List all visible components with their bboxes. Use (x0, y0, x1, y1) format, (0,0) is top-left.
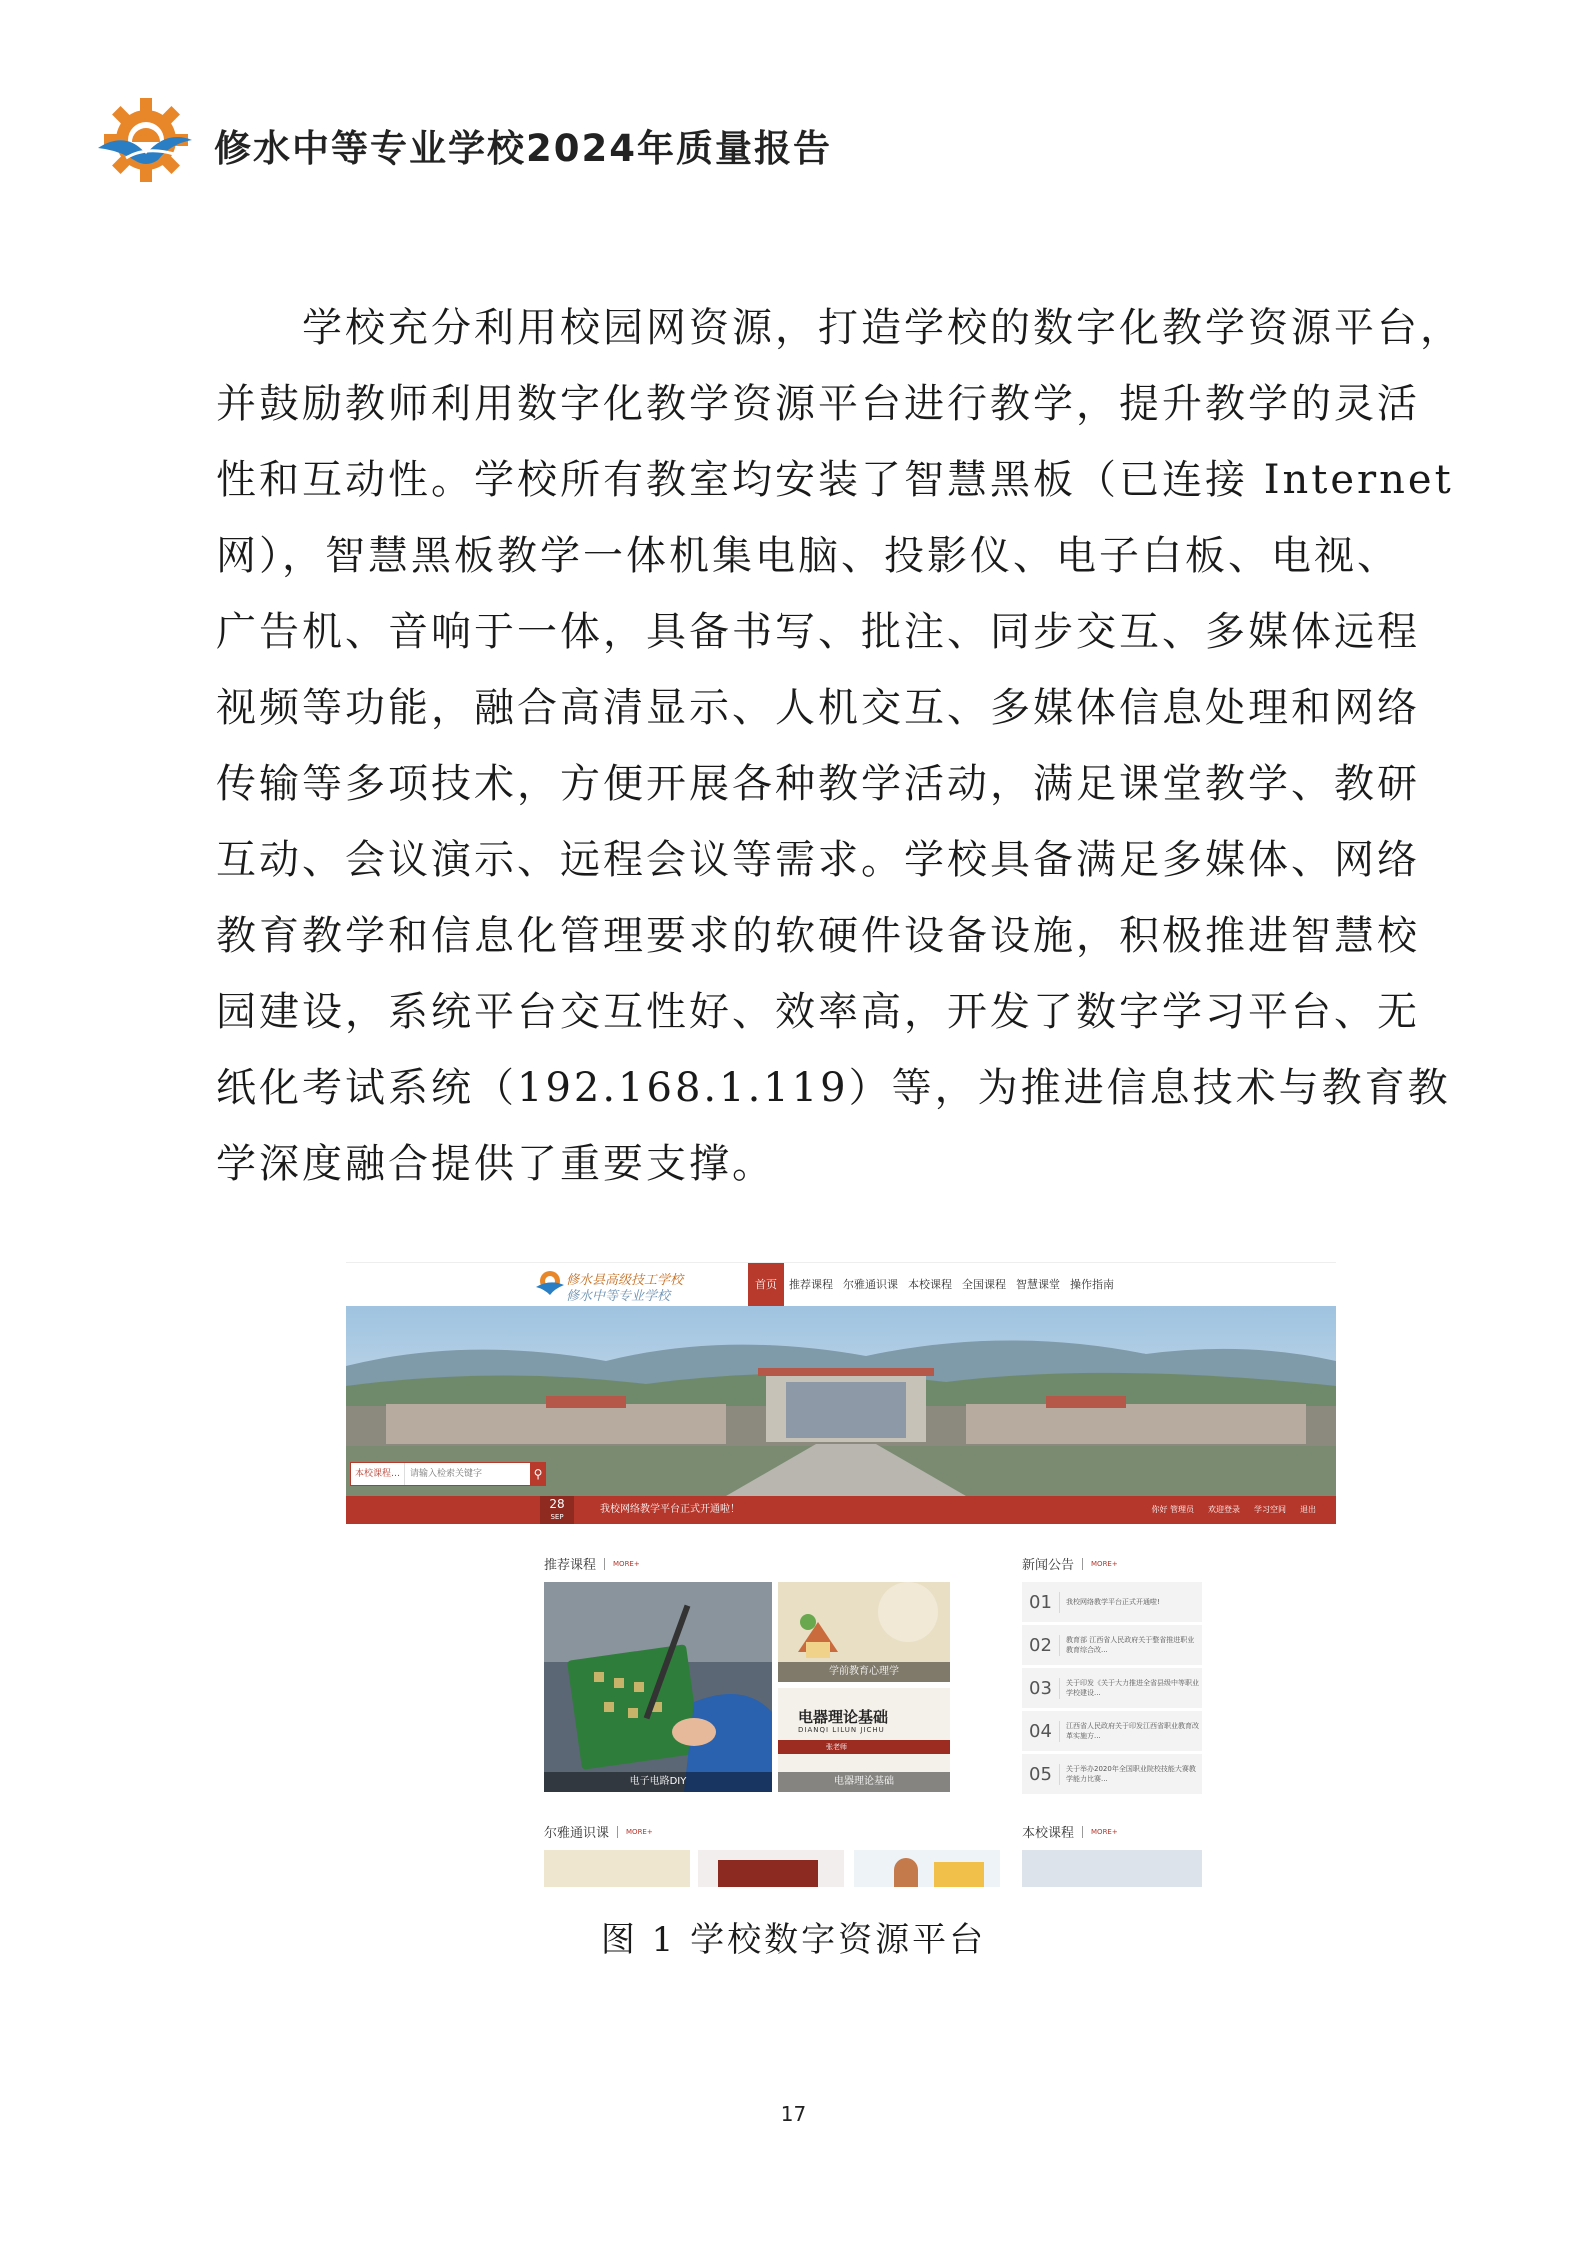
thumb-graphic (894, 1858, 918, 1887)
platform-screenshot (346, 1262, 1336, 1887)
nav-school-courses[interactable]: 本校课程 (908, 1278, 952, 1291)
news-number: 01 (1022, 1592, 1060, 1613)
thumb-graphic (718, 1860, 818, 1887)
date-badge (540, 1496, 574, 1524)
section-erya (544, 1822, 653, 1841)
section-title: 新闻公告 (1022, 1558, 1075, 1573)
study-space-link[interactable]: 学习空间 (1254, 1505, 1286, 1514)
search-input[interactable] (405, 1463, 530, 1485)
list-item[interactable] (1022, 1625, 1202, 1665)
notice-bar (346, 1496, 1336, 1524)
text-line: 传输等多项技术，方便开展各种教学活动，满足课堂教学、教研 (216, 761, 1420, 807)
nav-erya[interactable]: 尔雅通识课 (843, 1278, 898, 1291)
nav-smart-classroom[interactable]: 智慧课堂 (1016, 1278, 1060, 1291)
text-line: 教育教学和信息化管理要求的软硬件设备设施，积极推进智慧校 (216, 913, 1420, 959)
text-line: 园建设，系统平台交互性好、效率高，开发了数字学习平台、无 (216, 989, 1420, 1035)
page-number: 17 (780, 2102, 807, 2126)
section-news (1022, 1554, 1118, 1573)
campus-banner (346, 1306, 1336, 1496)
nav-recommended[interactable]: 推荐课程 (789, 1278, 833, 1291)
text-line: 广告机、音响于一体，具备书写、批注、同步交互、多媒体远程 (216, 609, 1420, 655)
course-card-electrical[interactable] (778, 1688, 950, 1792)
course-band (778, 1740, 950, 1754)
news-number: 02 (1022, 1635, 1060, 1656)
page-title: 修水中等专业学校2024年质量报告 (214, 127, 832, 170)
erya-course-thumb[interactable] (854, 1850, 1000, 1887)
school-logo-icon (96, 96, 194, 184)
text-line: 视频等功能，融合高清显示、人机交互、多媒体信息处理和网络 (216, 685, 1420, 731)
date-month: SEP (550, 1513, 564, 1521)
nav-national-courses[interactable]: 全国课程 (962, 1278, 1006, 1291)
school-course-thumb[interactable] (1022, 1850, 1202, 1887)
news-title: 教育部 江西省人民政府关于整省推进职业教育综合改... (1066, 1636, 1195, 1654)
news-title: 我校网络教学平台正式开通啦! (1066, 1598, 1160, 1606)
erya-course-thumb[interactable] (698, 1850, 844, 1887)
course-card-electronics[interactable] (544, 1582, 772, 1792)
page-header (96, 96, 1496, 186)
text-line: 性和互动性。学校所有教室均安装了智慧黑板（已连接 Internet (216, 457, 1454, 503)
text-line: 学校充分利用校园网资源，打造学校的数字化教学资源平台， (302, 305, 1463, 351)
news-list (1022, 1582, 1202, 1797)
site-logo-line2: 修水中等专业学校 (566, 1289, 671, 1304)
course-pinyin: DIANQI LILUN JICHU (798, 1726, 885, 1734)
more-link[interactable]: MORE+ (604, 1558, 640, 1570)
more-link[interactable]: MORE+ (617, 1826, 653, 1838)
search-scope-select[interactable]: 本校课程… (351, 1463, 405, 1485)
course-photo (544, 1582, 772, 1792)
more-link[interactable]: MORE+ (1082, 1826, 1118, 1838)
notice-text[interactable]: 我校网络教学平台正式开通啦！ (600, 1504, 740, 1515)
course-caption: 学前教育心理学 (778, 1662, 950, 1682)
nav-guide[interactable]: 操作指南 (1070, 1278, 1114, 1291)
site-logo (536, 1267, 686, 1303)
news-title: 关于举办2020年全国职业院校技能大赛教学能力比赛... (1066, 1765, 1196, 1783)
figure-caption: 图 1 学校数字资源平台 (600, 1920, 987, 1960)
course-caption: 电器理论基础 (778, 1772, 950, 1792)
section-title: 本校课程 (1022, 1826, 1075, 1841)
section-school (1022, 1822, 1118, 1841)
list-item[interactable] (1022, 1711, 1202, 1751)
text-line: 网），智慧黑板教学一体机集电脑、投影仪、电子白板、电视、 (216, 533, 1400, 579)
login-link[interactable]: 欢迎登录 (1208, 1505, 1240, 1514)
news-title: 关于印发《关于大力推进全省县级中等职业学校建设... (1066, 1679, 1199, 1697)
logout-link[interactable]: 退出 (1300, 1505, 1316, 1514)
more-link[interactable]: MORE+ (1082, 1558, 1118, 1570)
news-number: 03 (1022, 1678, 1060, 1699)
course-author: 张老师 (826, 1743, 847, 1751)
erya-course-thumb[interactable] (544, 1850, 690, 1887)
user-greeting: 你好 管理员 (1151, 1505, 1194, 1514)
nav-home[interactable]: 首页 (748, 1263, 784, 1307)
text-line: 互动、会议演示、远程会议等需求。学校具备满足多媒体、网络 (216, 837, 1420, 883)
search-icon[interactable]: ⚲ (530, 1462, 546, 1486)
site-nav (748, 1263, 1119, 1307)
course-search (350, 1462, 546, 1486)
list-item[interactable] (1022, 1754, 1202, 1794)
text-line: 并鼓励教师利用数字化教学资源平台进行教学，提升教学的灵活 (216, 381, 1420, 427)
thumb-graphic (934, 1862, 984, 1887)
user-links (1137, 1496, 1316, 1524)
course-title: 电器理论基础 (798, 1708, 889, 1726)
site-topnav (346, 1262, 1336, 1306)
list-item[interactable] (1022, 1582, 1202, 1622)
news-title: 江西省人民政府关于印发江西省职业教育改革实施方... (1066, 1722, 1199, 1740)
site-logo-line1: 修水县高级技工学校 (566, 1273, 684, 1288)
news-number: 04 (1022, 1721, 1060, 1742)
section-title: 尔雅通识课 (544, 1826, 610, 1841)
section-title: 推荐课程 (544, 1558, 597, 1573)
body-paragraph (216, 290, 1463, 1202)
course-card-preschool[interactable] (778, 1582, 950, 1682)
news-number: 05 (1022, 1764, 1060, 1785)
site-logo-icon (536, 1267, 564, 1301)
course-caption: 电子电路DIY (544, 1772, 772, 1792)
section-recommended (544, 1554, 640, 1573)
date-day: 28 (549, 1497, 565, 1511)
text-line: 纸化考试系统（192.168.1.119）等，为推进信息技术与教育教 (216, 1065, 1451, 1111)
text-line: 学深度融合提供了重要支撑。 (216, 1141, 775, 1187)
list-item[interactable] (1022, 1668, 1202, 1708)
